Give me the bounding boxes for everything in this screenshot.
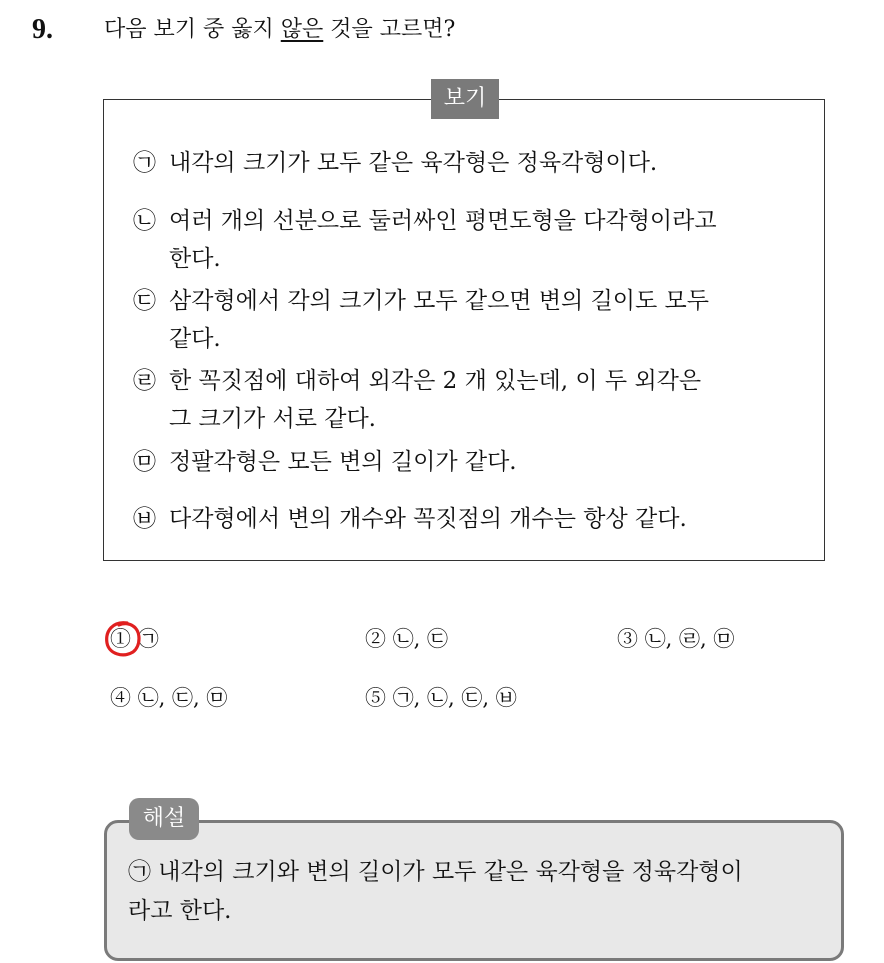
question-text-part: 것을 고르면? xyxy=(323,17,456,42)
explanation-box xyxy=(104,820,844,961)
item-marker: ㉢ xyxy=(133,288,156,314)
option-text: ㉠, ㉡, ㉢, ㉥ xyxy=(392,686,517,710)
item-line: 정팔각형은 모든 변의 길이가 같다. xyxy=(169,449,517,475)
item-line: 삼각형에서 각의 크기가 모두 같으면 변의 길이도 모두 xyxy=(169,288,709,314)
item-line: 내각의 크기가 모두 같은 육각형은 정육각형이다. xyxy=(169,150,658,176)
option-2[interactable] xyxy=(365,624,448,654)
item-marker: ㉠ xyxy=(133,150,156,176)
selected-answer-circle-icon xyxy=(103,619,143,659)
option-number: ④ xyxy=(110,686,131,710)
item-line: 여러 개의 선분으로 둘러싸인 평면도형을 다각형이라고 xyxy=(169,208,717,234)
item-marker: ㉥ xyxy=(133,506,156,532)
bogi-item xyxy=(133,202,717,278)
bogi-item xyxy=(133,282,709,358)
bogi-item xyxy=(133,362,701,438)
bogi-item xyxy=(133,443,517,481)
option-3[interactable] xyxy=(617,624,734,654)
explanation-line: ㉠ 내각의 크기와 변의 길이가 모두 같은 육각형을 정육각형이 xyxy=(128,859,743,885)
item-marker: ㉣ xyxy=(133,368,156,394)
option-number: ② xyxy=(365,627,386,651)
bogi-item xyxy=(133,500,687,538)
option-number: ① xyxy=(110,627,131,651)
item-marker: ㉡ xyxy=(133,208,156,234)
option-number: ③ xyxy=(617,627,638,651)
item-line: 다각형에서 변의 개수와 꼭짓점의 개수는 항상 같다. xyxy=(169,506,687,532)
question-number: 9. xyxy=(32,14,53,45)
item-marker: ㉤ xyxy=(133,449,156,475)
bogi-item xyxy=(133,144,657,182)
option-number: ⑤ xyxy=(365,686,386,710)
explanation-line: 라고 한다. xyxy=(128,898,232,924)
explanation-label: 해설 xyxy=(129,798,199,840)
item-line: 한다. xyxy=(169,246,221,272)
option-text: ㉠ xyxy=(137,627,159,651)
item-line: 같다. xyxy=(169,326,221,352)
option-text: ㉡, ㉢ xyxy=(392,627,449,651)
option-text: ㉡, ㉢, ㉤ xyxy=(137,686,228,710)
item-line: 그 크기가 서로 같다. xyxy=(169,406,376,432)
item-line: 한 꼭짓점에 대하여 외각은 2 개 있는데, 이 두 외각은 xyxy=(169,368,702,394)
option-text: ㉡, ㉣, ㉤ xyxy=(644,627,735,651)
option-4[interactable] xyxy=(110,683,227,713)
question-text-part: 다음 보기 중 옳지 xyxy=(104,17,281,42)
bogi-label: 보기 xyxy=(431,79,499,119)
option-5[interactable] xyxy=(365,683,517,713)
question-text xyxy=(104,14,455,46)
question-underlined-word: 않은 xyxy=(280,17,324,42)
